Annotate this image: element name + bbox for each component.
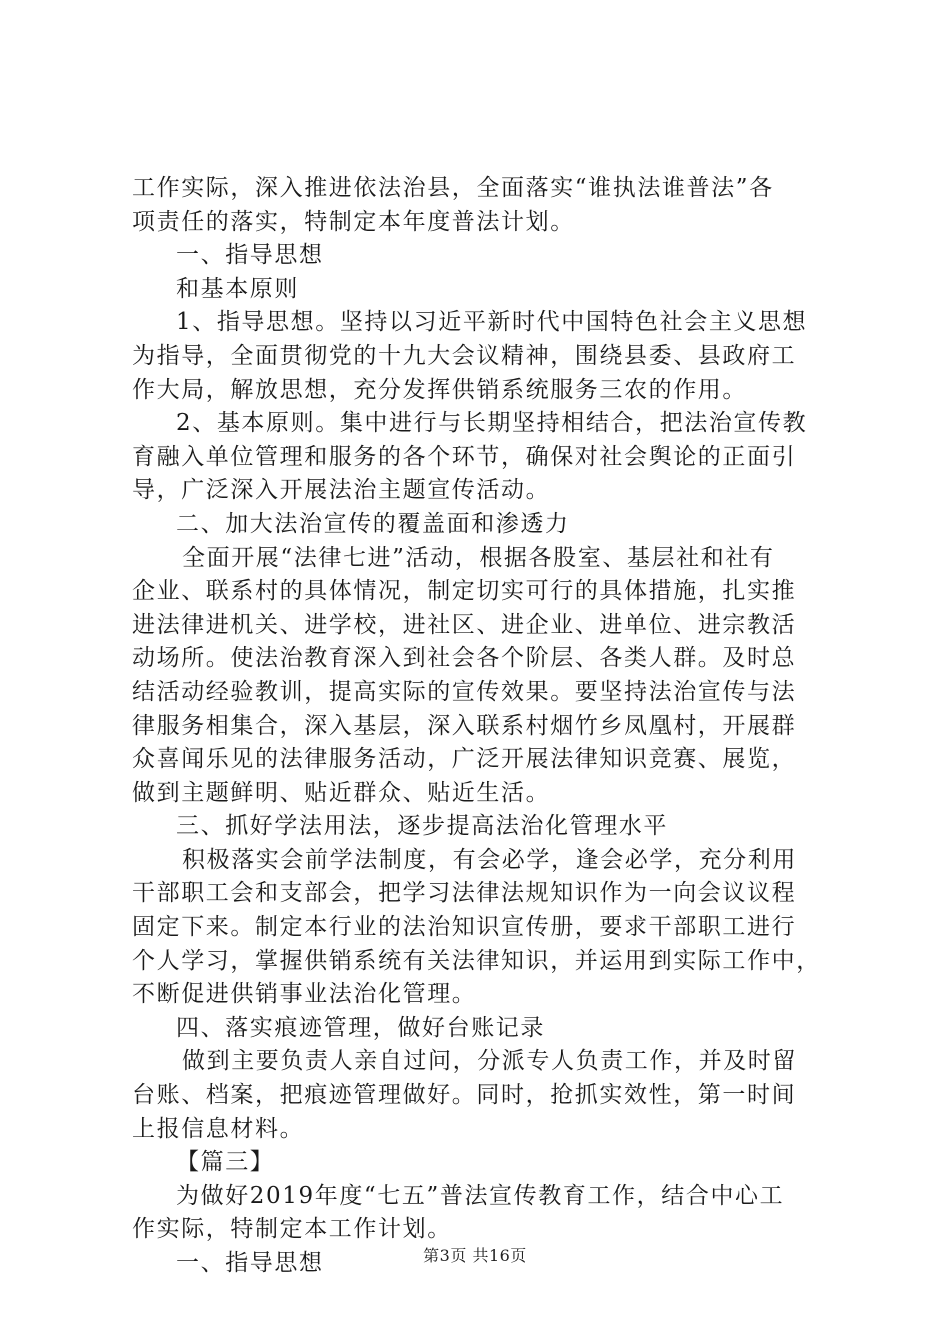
text-line: 台账、档案，把痕迹管理做好。同时，抢抓实效性，第一时间 — [132, 1082, 797, 1109]
text-line: 为做好2019年度“七五”普法宣传教育工作，结合中心工 — [176, 1182, 785, 1209]
text-line: 固定下来。制定本行业的法治知识宣传册，要求干部职工进行 — [132, 914, 797, 941]
text-line: 做到主要负责人亲自过问，分派专人负责工作，并及时留 — [182, 1048, 797, 1075]
text-line: 企业、联系村的具体情况，制定切实可行的具体措施，扎实推 — [132, 578, 797, 605]
text-line: 项责任的落实，特制定本年度普法计划。 — [132, 208, 575, 235]
text-line: 1、指导思想。坚持以习近平新时代中国特色社会主义思想 — [176, 309, 808, 336]
section-heading: 一、指导思想 — [176, 242, 324, 269]
section-heading: 二、加大法治宣传的覆盖面和渗透力 — [176, 510, 570, 537]
text-line: 2、基本原则。集中进行与长期坚持相结合，把法治宣传教 — [176, 410, 808, 437]
section-heading: 四、落实痕迹管理，做好台账记录 — [176, 1014, 545, 1041]
part-heading: 【篇三】 — [176, 1149, 275, 1176]
page-number-footer: 第3页 共16页 — [423, 1246, 527, 1265]
text-line: 积极落实会前学法制度，有会必学，逢会必学，充分利用 — [182, 846, 797, 873]
text-line: 工作实际，深入推进依法治县，全面落实“谁执法谁普法”各 — [132, 175, 774, 201]
text-line: 众喜闻乐见的法律服务活动，广泛开展法律知识竞赛、展览， — [132, 746, 797, 773]
text-line: 全面开展“法律七进”活动，根据各股室、基层社和社有 — [182, 544, 775, 571]
text-line: 育融入单位管理和服务的各个环节，确保对社会舆论的正面引 — [132, 443, 797, 470]
text-line: 个人学习，掌握供销系统有关法律知识，并运用到实际工作中， — [132, 947, 821, 974]
text-line: 不断促进供销事业法治化管理。 — [132, 981, 477, 1008]
text-line: 做到主题鲜明、贴近群众、贴近生活。 — [132, 779, 551, 806]
section-heading: 一、指导思想 — [176, 1250, 324, 1276]
document-body — [132, 172, 832, 1281]
text-line: 导，广泛深入开展法治主题宣传活动。 — [132, 477, 551, 504]
text-line: 动场所。使法治教育深入到社会各个阶层、各类人群。及时总 — [132, 645, 797, 672]
text-line: 干部职工会和支部会，把学习法律法规知识作为一向会议议程 — [132, 880, 797, 907]
section-heading: 和基本原则 — [176, 275, 299, 302]
text-line: 为指导，全面贯彻党的十九大会议精神，围绕县委、县政府工 — [132, 342, 797, 369]
text-line: 作大局，解放思想，充分发挥供销系统服务三农的作用。 — [132, 376, 747, 403]
text-line: 律服务相集合，深入基层，深入联系村烟竹乡凤凰村，开展群 — [132, 712, 797, 739]
text-line: 进法律进机关、进学校，进社区、进企业、进单位、进宗教活 — [132, 611, 797, 638]
text-line: 上报信息材料。 — [132, 1115, 305, 1142]
text-line: 作实际，特制定本工作计划。 — [132, 1216, 452, 1243]
text-line: 结活动经验教训，提高实际的宣传效果。要坚持法治宣传与法 — [132, 678, 797, 705]
section-heading: 三、抓好学法用法，逐步提高法治化管理水平 — [176, 813, 668, 840]
